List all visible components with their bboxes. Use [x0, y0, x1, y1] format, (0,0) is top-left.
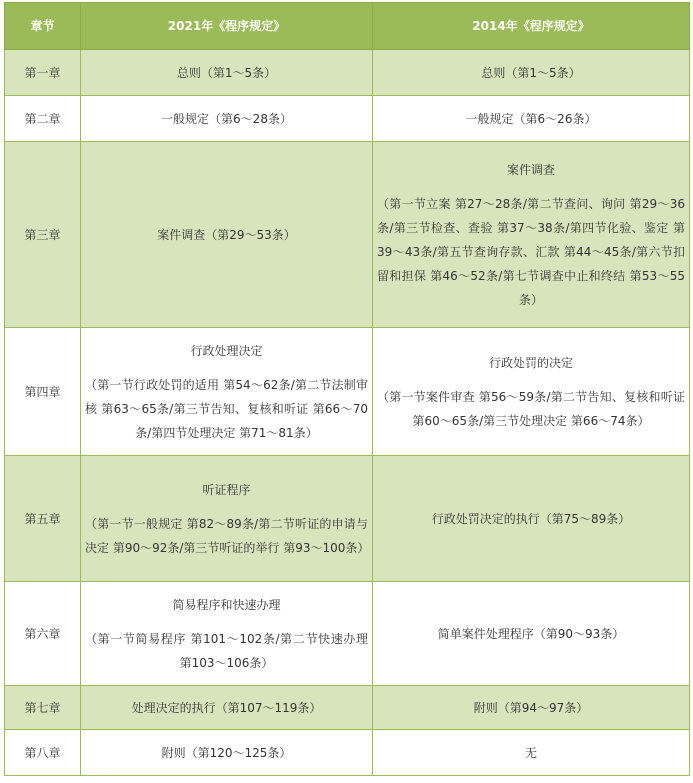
old-rule-title: 案件调查 — [506, 162, 555, 177]
new-rule-cell: 总则（第1～5条） — [81, 50, 373, 96]
table-row — [5, 456, 690, 582]
old-rule-cell: 总则（第1～5条） — [373, 50, 690, 96]
comparison-table — [4, 2, 690, 776]
old-rule-title: 行政处罚的决定 — [488, 355, 573, 370]
new-rule-cell: 附则（第120～125条） — [81, 730, 373, 776]
table-row — [5, 328, 690, 456]
chapter-cell: 第八章 — [5, 730, 81, 776]
old-rule-detail: （第一节案件审查 第56～59条/第二节告知、复核和听证 第60～65条/第三节处理决定 第66～74条） — [377, 389, 685, 428]
new-rule-detail: （第一节行政处罚的适用 第54～62条/第二节法制审核 第63～65条/第三节告知、复核和听证 第66～70条/第四节处理决定 第71～81条） — [85, 377, 368, 440]
chapter-cell: 第七章 — [5, 686, 81, 730]
new-rule-cell: 一般规定（第6～28条） — [81, 96, 373, 142]
new-rule-detail: （第一节简易程序 第101～102条/第二节快速办理 第103～106条） — [85, 631, 368, 670]
new-rule-detail: （第一节一般规定 第82～89条/第二节听证的申请与决定 第90～92条/第三节听证的举行 第93～100条） — [85, 516, 370, 555]
old-rule-cell — [373, 142, 690, 328]
chapter-cell: 第五章 — [5, 456, 81, 582]
new-rule-cell: 案件调查（第29～53条） — [81, 142, 373, 328]
new-rule-title: 行政处理决定 — [190, 343, 263, 358]
table-row — [5, 96, 690, 142]
old-rule-cell: 行政处罚决定的执行（第75～89条） — [373, 456, 690, 582]
table-row — [5, 142, 690, 328]
new-rule-cell — [81, 328, 373, 456]
old-rule-cell: 一般规定（第6～26条） — [373, 96, 690, 142]
header-row — [5, 3, 690, 50]
header-2021: 2021年《程序规定》 — [81, 3, 373, 50]
old-rule-cell: 简单案件处理程序（第90～93条） — [373, 582, 690, 686]
chapter-cell: 第一章 — [5, 50, 81, 96]
header-chapter: 章节 — [5, 3, 81, 50]
chapter-cell: 第二章 — [5, 96, 81, 142]
old-rule-cell — [373, 328, 690, 456]
table-row — [5, 50, 690, 96]
new-rule-title: 听证程序 — [202, 482, 251, 497]
table-row — [5, 582, 690, 686]
new-rule-cell — [81, 456, 373, 582]
old-rule-cell: 附则（第94～97条） — [373, 686, 690, 730]
chapter-cell: 第四章 — [5, 328, 81, 456]
new-rule-cell: 处理决定的执行（第107～119条） — [81, 686, 373, 730]
old-rule-detail: （第一节立案 第27～28条/第二节查问、询问 第29～36条/第三节检查、查验 第37～38条/第四节化验、鉴定 第39～43条/第五节查询存款、汇款 第44～45条/第六节扣留和担保 第46～52条/第七节调查中止和终结 第53～55条） — [377, 196, 685, 307]
chapter-cell: 第六章 — [5, 582, 81, 686]
table-row — [5, 686, 690, 730]
table-row — [5, 730, 690, 776]
chapter-cell: 第三章 — [5, 142, 81, 328]
old-rule-cell: 无 — [373, 730, 690, 776]
new-rule-cell — [81, 582, 373, 686]
new-rule-title: 简易程序和快速办理 — [172, 597, 281, 612]
header-2014: 2014年《程序规定》 — [373, 3, 690, 50]
